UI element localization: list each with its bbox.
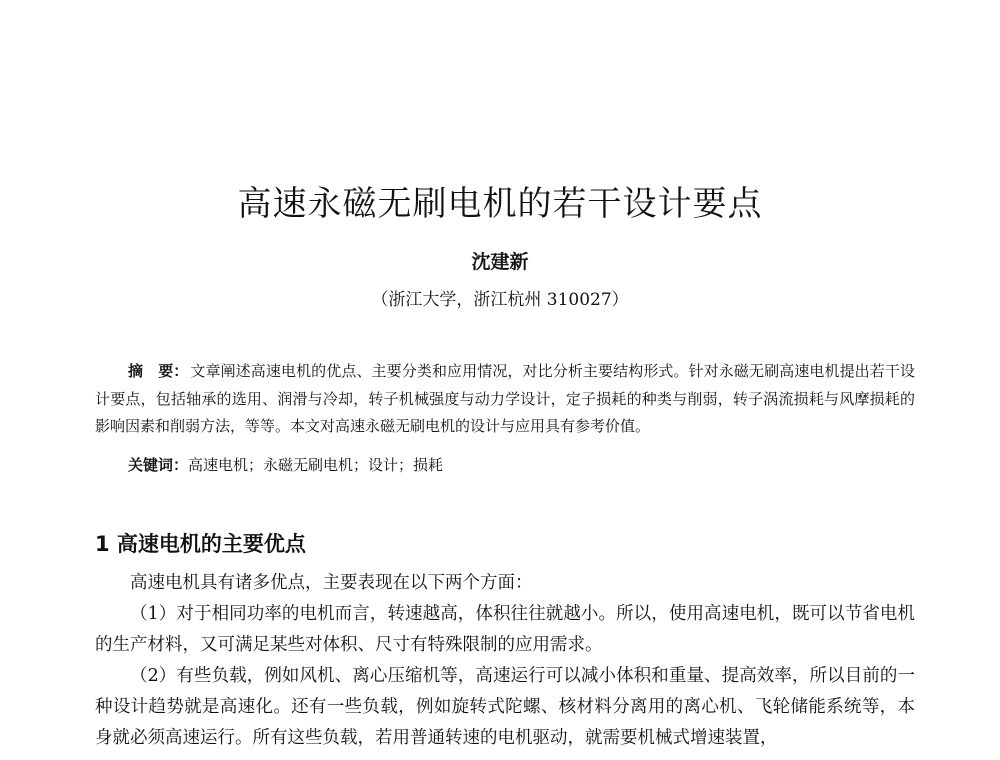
abstract-label: 摘 要： (128, 362, 189, 380)
paper-title: 高速永磁无刷电机的若干设计要点 (237, 184, 763, 224)
abstract-text: 文章阐述高速电机的优点、主要分类和应用情况，对比分析主要结构形式。针对永磁无刷高速电机提出若干设计要点，包括轴承的选用、润滑与冷却，转子机械强度与动力学设计，定子损耗的种类与削弱，转子涡流损耗与风摩损耗的影响因素和削弱方法，等等。本文对高速永磁无刷电机的设计与应用具有参考价值。 (95, 362, 915, 435)
body-paragraph: （2）有些负载，例如风机、离心压缩机等，高速运行可以减小体积和重量、提高效率，所以目前的一种设计趋势就是高速化。还有一些负载，例如旋转式陀螺、核材料分离用的离心机、飞轮储能系统等，本身就必须高速运行。所有这些负载，若用普通转速的电机驱动，就需要机械式增速装置， (95, 666, 915, 748)
keywords-label: 关键词： (128, 456, 189, 474)
body-paragraph: （1）对于相同功率的电机而言，转速越高，体积往往就越小。所以，使用高速电机，既可以节省电机的生产材料，又可满足某些对体积、尺寸有特殊限制的应用需求。 (95, 604, 915, 655)
author-affiliation: （浙江大学，浙江杭州 310027） (371, 290, 629, 310)
body-paragraph: 高速电机具有诸多优点，主要表现在以下两个方面： (130, 573, 533, 593)
keywords-block (128, 454, 443, 475)
author-name: 沈建新 (471, 251, 529, 273)
section-heading: 1 高速电机的主要优点 (95, 532, 306, 556)
keywords-text: 高速电机；永磁无刷电机；设计；损耗 (188, 456, 444, 474)
abstract-block (95, 358, 915, 441)
section-body (95, 568, 915, 754)
